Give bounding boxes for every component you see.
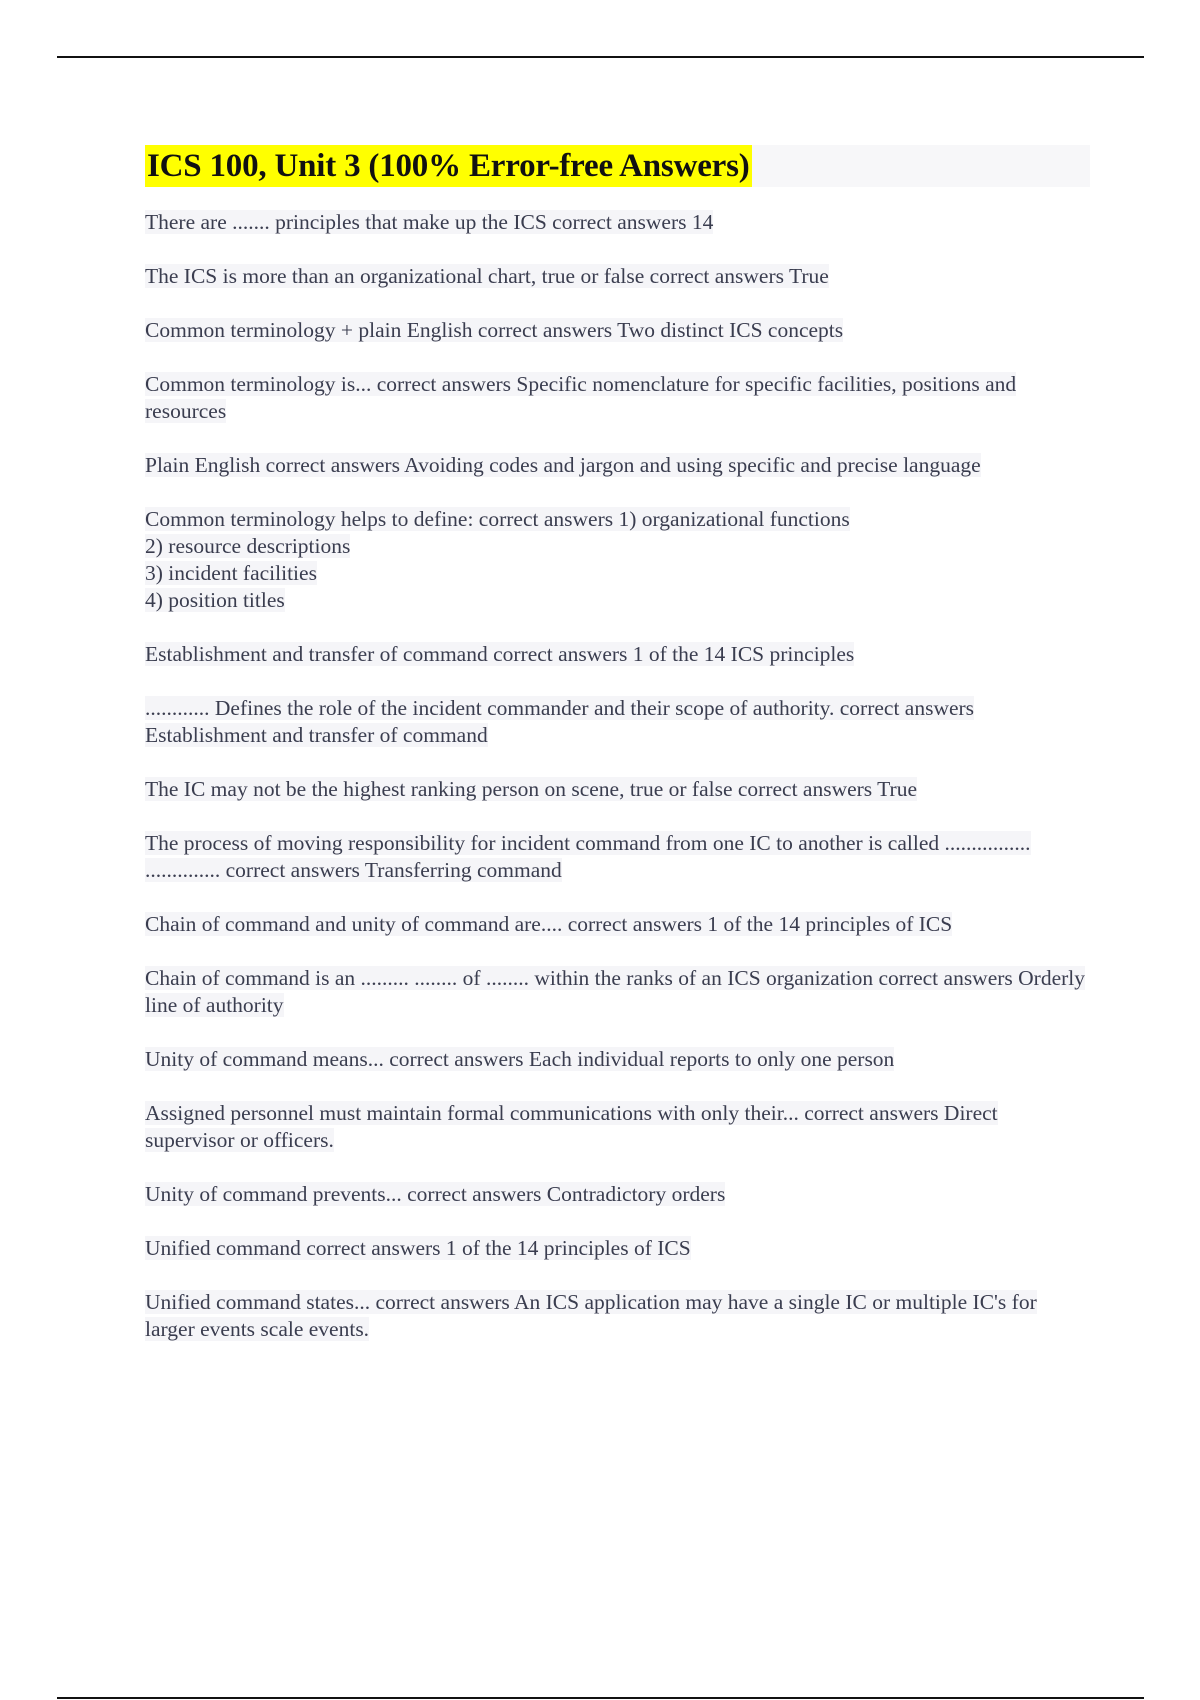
qa-entry: Common terminology + plain English correct answers Two distinct ICS concepts [145, 318, 844, 342]
qa-entry: Establishment and transfer of command correct answers 1 of the 14 ICS principles [145, 642, 855, 666]
document-title: ICS 100, Unit 3 (100% Error-free Answers) [145, 145, 752, 187]
title-band [145, 145, 1090, 187]
bottom-rule [57, 1697, 1144, 1699]
top-rule [57, 56, 1144, 58]
qa-entry: Common terminology is... correct answers Specific nomenclature for specific facilities, positions and resources [145, 372, 1017, 423]
qa-list [145, 209, 1090, 1343]
qa-entry: Unified command correct answers 1 of the 14 principles of ICS [145, 1236, 691, 1260]
qa-entry: The process of moving responsibility for incident command from one IC to another is called ................ .............. correct answers Transferring command [145, 831, 1031, 882]
qa-entry: The ICS is more than an organizational chart, true or false correct answers True [145, 264, 829, 288]
qa-entry: There are ....... principles that make up the ICS correct answers 14 [145, 210, 714, 234]
qa-entry: Unified command states... correct answers An ICS application may have a single IC or multiple IC's for larger events scale events. [145, 1290, 1037, 1341]
qa-entry: Unity of command means... correct answers Each individual reports to only one person [145, 1047, 895, 1071]
qa-entry: Assigned personnel must maintain formal communications with only their... correct answers Direct supervisor or officers. [145, 1101, 998, 1152]
qa-entry: The IC may not be the highest ranking person on scene, true or false correct answers True [145, 777, 917, 801]
qa-entry: ............ Defines the role of the incident commander and their scope of authority. correct answers Establishment and transfer of command [145, 696, 975, 747]
qa-entry: Chain of command and unity of command are.... correct answers 1 of the 14 principles of ICS [145, 912, 953, 936]
qa-entry: Chain of command is an ......... ........ of ........ within the ranks of an ICS organization correct answers Orderly line of authority [145, 966, 1086, 1017]
qa-entry: Common terminology helps to define: correct answers 1) organizational functions 2) resource descriptions 3) incident facilities 4) position titles [145, 507, 850, 612]
document-body [145, 145, 1090, 1370]
qa-entry: Unity of command prevents... correct answers Contradictory orders [145, 1182, 726, 1206]
qa-entry: Plain English correct answers Avoiding codes and jargon and using specific and precise language [145, 453, 981, 477]
